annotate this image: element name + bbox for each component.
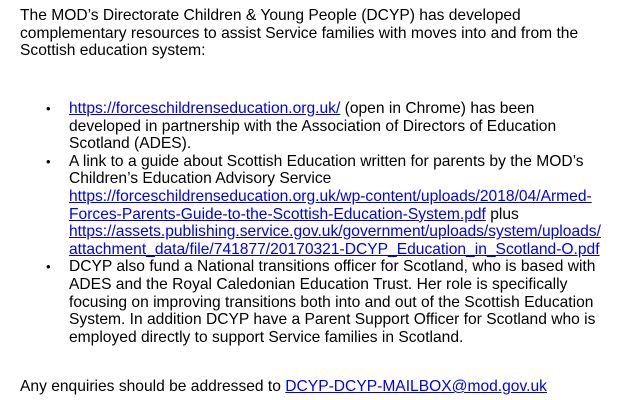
bullet-icon: • [46, 101, 51, 116]
item2-plus: plus [485, 205, 519, 223]
list-item-parents-guide [20, 153, 620, 259]
bullet-icon: • [46, 259, 51, 275]
bullet-icon: • [46, 153, 51, 169]
item1-text-a: (open in Chrome) has been [340, 100, 535, 117]
enquiries-text: Any enquiries should be addressed to [20, 378, 286, 395]
item3-text-a: DCYP also fund a National transitions officer for Scotland, who is based with [69, 258, 596, 276]
dcyp-link-line-1: https://assets.publishing.service.gov.uk/government/uploads/system/uploads/ [69, 223, 601, 241]
enquiries-line [20, 378, 620, 396]
item3-text-e: employed directly to support Service families in Scotland. [69, 328, 464, 346]
item2-text-b: Children’s Education Advisory Service [69, 170, 332, 188]
forces-children-education-link[interactable]: https://forceschildrenseducation.org.uk/ [69, 100, 341, 117]
item1-text-b: developed in partnership with the Association of Directors of Education [69, 117, 557, 135]
intro-line-3: Scottish education system: [20, 42, 206, 60]
intro-paragraph [20, 7, 620, 60]
dcyp-education-scotland-link[interactable] [69, 223, 601, 258]
list-item-forces-education-site [20, 100, 620, 153]
item3-text-c: focusing on improving transitions both into and out of the Scottish Education [69, 293, 594, 311]
item3-text-d: System. In addition DCYP have a Parent Support Officer for Scotland who is [69, 311, 596, 329]
item1-text-c: Scotland (ADES). [69, 135, 192, 153]
mailbox-email-link[interactable]: DCYP-DCYP-MAILBOX@mod.gov.uk [285, 378, 547, 395]
parents-guide-link-line-1: https://forceschildrenseducation.org.uk/wp-content/uploads/2018/04/Armed- [69, 187, 592, 205]
intro-line-1: The MOD’s Directorate Children & Young People (DCYP) has developed [20, 7, 521, 24]
item3-text-b: ADES and the Royal Caledonian Education Trust. Her role is specifically [69, 275, 568, 293]
item2-text-a: A link to a guide about Scottish Education written for parents by the MOD’s [69, 152, 584, 170]
intro-line-2: complementary resources to assist Service families with moves into and from the [20, 24, 579, 42]
list-item-transitions-officer [20, 258, 620, 346]
dcyp-link-line-2: attachment_data/file/741877/20170321-DCYP_Education_in_Scotland-O.pdf [69, 240, 600, 258]
resource-list [20, 100, 620, 346]
parents-guide-link-line-2: Forces-Parents-Guide-to-the-Scottish-Education-System.pdf [69, 205, 486, 223]
